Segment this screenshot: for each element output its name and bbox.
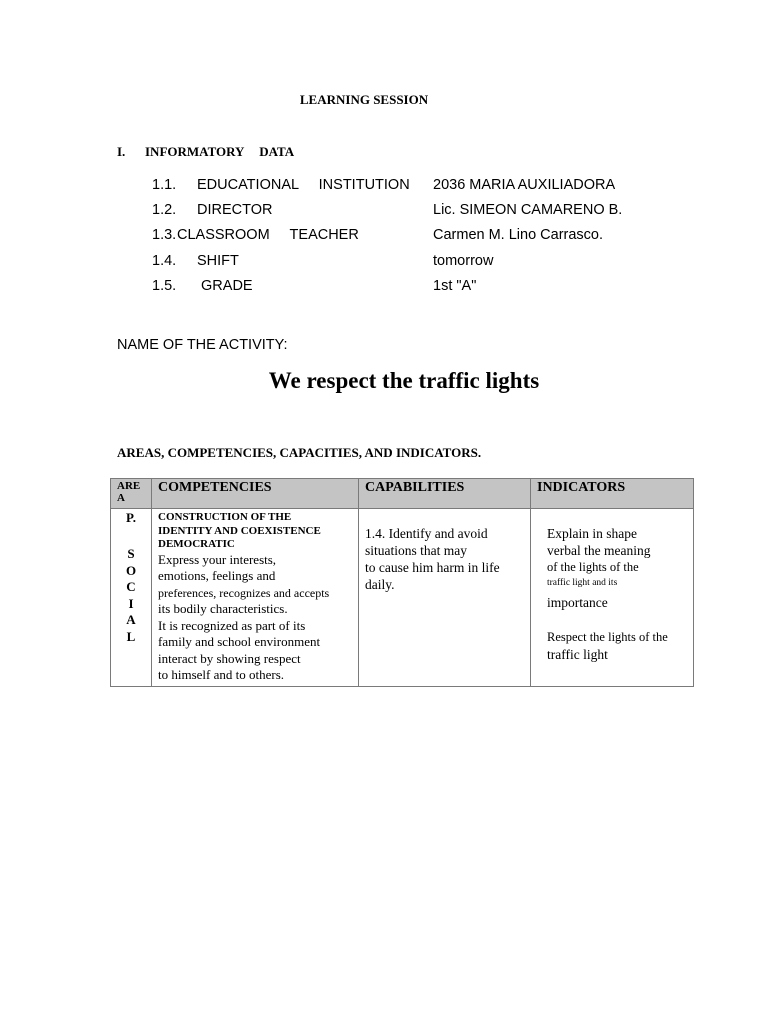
section-number: I. [117,144,126,159]
area-letters [111,546,151,645]
activity-name: We respect the traffic lights [268,368,540,393]
capability-line: situations that may [365,543,467,558]
info-value: 1st "A" [433,278,477,294]
info-value: Carmen M. Lino Carrasco. [433,227,604,243]
area-letter: A [126,612,136,627]
capability-line: daily. [365,577,395,592]
indicator-spacer [547,611,693,629]
info-label: SHIFT [197,253,239,269]
info-label: EDUCATIONAL INSTITUTION [197,177,410,193]
info-row-grade [152,278,712,300]
info-value: 2036 MARIA AUXILIADORA [433,177,616,193]
competency-line: emotions, feelings and [158,568,276,583]
competency-line: family and school environment [158,634,321,649]
indicator-line: of the lights of the [547,560,639,574]
activity-label: NAME OF THE ACTIVITY: [117,337,288,353]
indicators-cell [531,509,694,687]
capabilities-cell [359,509,531,687]
capability-line: to cause him harm in life [365,560,500,575]
area-prefix: P. [126,510,136,525]
table-header-row [111,479,694,509]
info-number: 1.5. [152,278,177,294]
info-value: Lic. SIMEON CAMARENO B. [433,202,623,218]
info-number: 1.1. [152,177,177,193]
competency-heading-line: IDENTITY AND COEXISTENCE [158,524,321,537]
competency-line: to himself and to others. [158,667,285,682]
info-label: CLASSROOM TEACHER [177,227,359,243]
info-row-shift [152,253,712,275]
info-number: 1.2. [152,202,177,218]
competencies-cell [152,509,359,687]
area-letter: L [126,628,136,644]
competency-heading [158,511,358,552]
area-letter: S [127,546,135,561]
header-capabilities: CAPABILITIES [359,479,531,509]
document-title: LEARNING SESSION [299,92,429,107]
competency-line: Express your interests, [158,551,277,567]
header-area-line: A [117,492,125,504]
area-letter: O [125,562,137,578]
competency-heading-line: CONSTRUCTION OF THE [158,511,292,523]
areas-title: AREAS, COMPETENCIES, CAPACITIES, AND INDICATORS. [117,445,482,460]
competencies-table [110,478,694,687]
indicator-line: verbal the meaning [547,543,651,558]
competency-line: its bodily characteristics. [158,601,288,616]
indicator-line: importance [547,595,608,610]
info-label: GRADE [197,278,253,294]
header-area [111,479,152,509]
info-row-teacher [152,227,712,249]
info-number: 1.4. [152,253,177,269]
indicator-line: traffic light and its [547,578,618,588]
indicator-line: traffic light [547,647,608,662]
area-letter: C [126,579,136,594]
info-number: 1.3. [152,227,177,243]
capability-line: 1.4. Identify and avoid [365,526,488,541]
area-cell [111,509,152,687]
indicator-line: Explain in shape [547,526,637,541]
section-title: INFORMATORY DATA [145,144,295,159]
header-area-line: ARE [117,480,141,492]
info-value: tomorrow [433,253,494,269]
competency-line: It is recognized as part of its [158,617,306,633]
header-indicators: INDICATORS [531,479,694,509]
info-row-director [152,202,712,224]
competency-line: interact by showing respect [158,650,301,666]
table-row [111,509,694,687]
header-competencies: COMPETENCIES [152,479,359,509]
competency-heading-line: DEMOCRATIC [158,538,235,550]
area-letter: I [128,595,134,611]
info-label: DIRECTOR [197,202,273,218]
competency-line: preferences, recognizes and accepts [158,585,330,600]
indicator-line: Respect the lights of the [547,630,668,644]
info-row-institution [152,177,712,199]
